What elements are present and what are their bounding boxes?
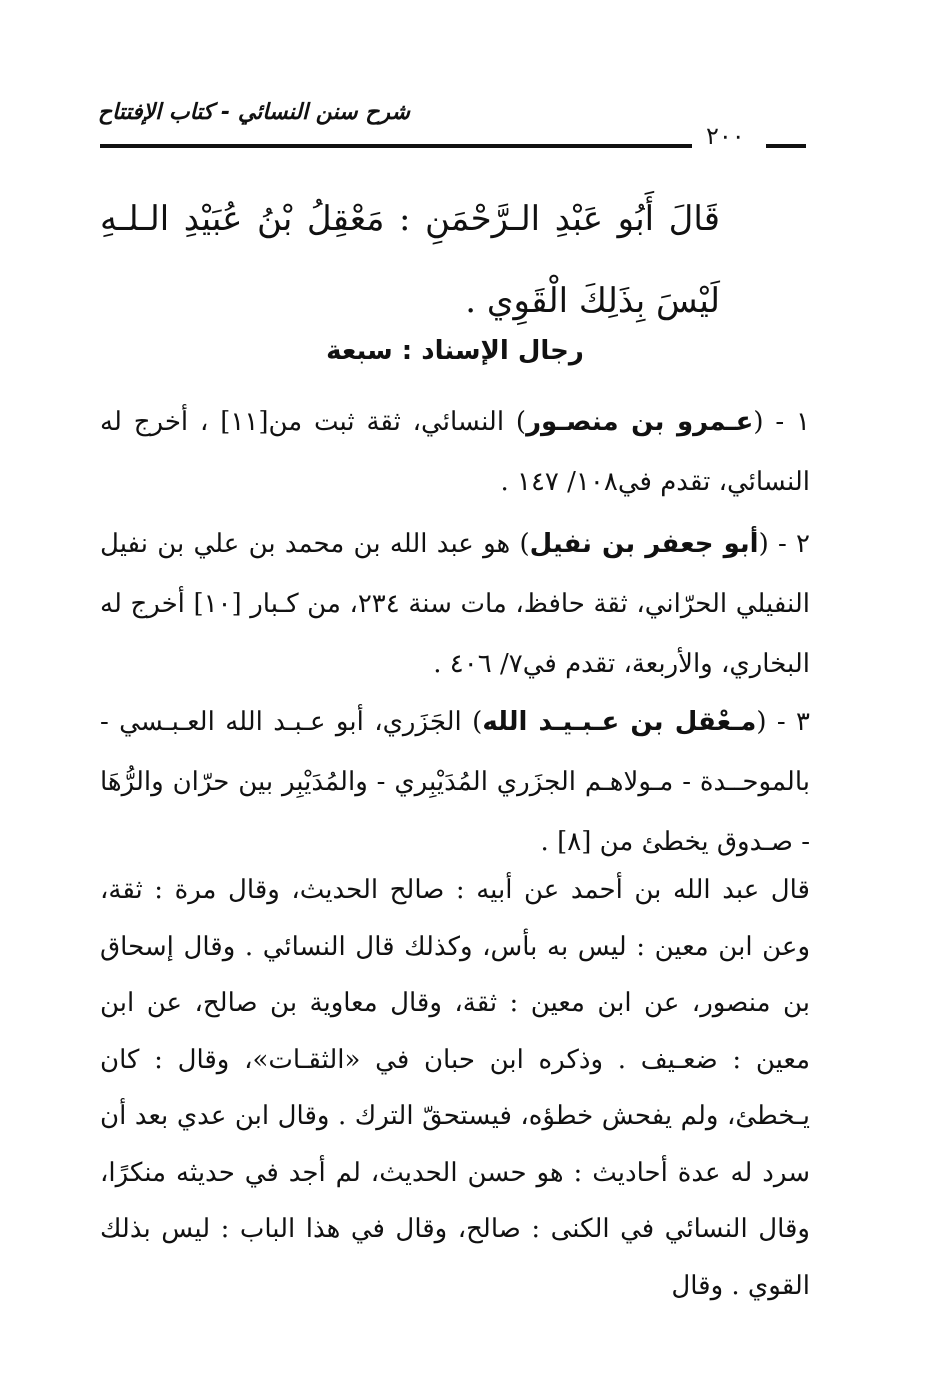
running-header-title: شرح سنن النسائي - كتاب الإفتتاح bbox=[97, 100, 410, 125]
header-rule bbox=[100, 144, 692, 148]
quoted-statement: قَالَ أَبُو عَبْدِ الـرَّحْمَنِ : مَعْقِلُ بْنُ عُبَيْدِ الـلـهِ لَيْسَ بِذَلِكَ الْقَوِي . bbox=[100, 199, 720, 321]
page-number: ٢٠٠ bbox=[706, 122, 745, 150]
narrator-name: أبو جعفر بن نفيل bbox=[529, 529, 759, 559]
narrator-entry-3 bbox=[100, 692, 810, 872]
entry-text: ) هو عبد الله بن محمد بن علي بن نفيل النفيلي الحرّاني، ثقة حافظ، مات سنة ٢٣٤، من كـبار [١٠] أخرج له البخاري، والأربعة، تقدم في٧/ ٤٠٦ . bbox=[100, 529, 810, 679]
entry-text: ) الجَزَري، أبو عـبـد الله العـبـسي - بالموحــدة - مـولاهـم الجزَري المُدَيْبِري - والمُدَيْبِر بين حرّان والرُّهَا - صـدوق يخطئ من [٨] . bbox=[100, 707, 810, 857]
section-heading: رجال الإسناد : سبعة bbox=[326, 336, 584, 366]
narrator-name: عـمرو بن منصـور bbox=[526, 407, 754, 437]
header-rule-short bbox=[766, 144, 806, 148]
narrator-entry-1 bbox=[100, 392, 810, 512]
narrator-name: مـعْقل بن عـبـيـد الله bbox=[482, 707, 757, 737]
entry-number: ١ - ( bbox=[753, 407, 810, 437]
commentary-paragraph: قال عبد الله بن أحمد عن أبيه : صالح الحديث، وقال مرة : ثقة، وعن ابن معين : ليس به بأس، وكذلك قال النسائي . وقال إسحاق بن منصور، عن ابن معين : ثقة، وقال معاوية بن صالح، عن ابن معين : ضعـيف . وذكره ابن حبان في «الثقـات»، وقال : كان يـخطئ، ولم يفحش خطؤه، فيستحقّ الترك . وقال ابن عدي بعد أن سرد له عدة أحاديث : هو حسن الحديث، لم أجد في حديثه منكرًا، وقال النسائي في الكنى : صالح، وقال في هذا الباب : ليس بذلك القوي . وقال bbox=[100, 875, 810, 1301]
entry-number: ٢ - ( bbox=[758, 529, 811, 559]
narrator-entry-2 bbox=[100, 514, 810, 694]
entry-number: ٣ - ( bbox=[756, 707, 810, 737]
entry-text: ) النسائي، ثقة ثبت من[١١] ، أخرج له النسائي، تقدم في١٠٨/ ١٤٧ . bbox=[100, 407, 810, 497]
